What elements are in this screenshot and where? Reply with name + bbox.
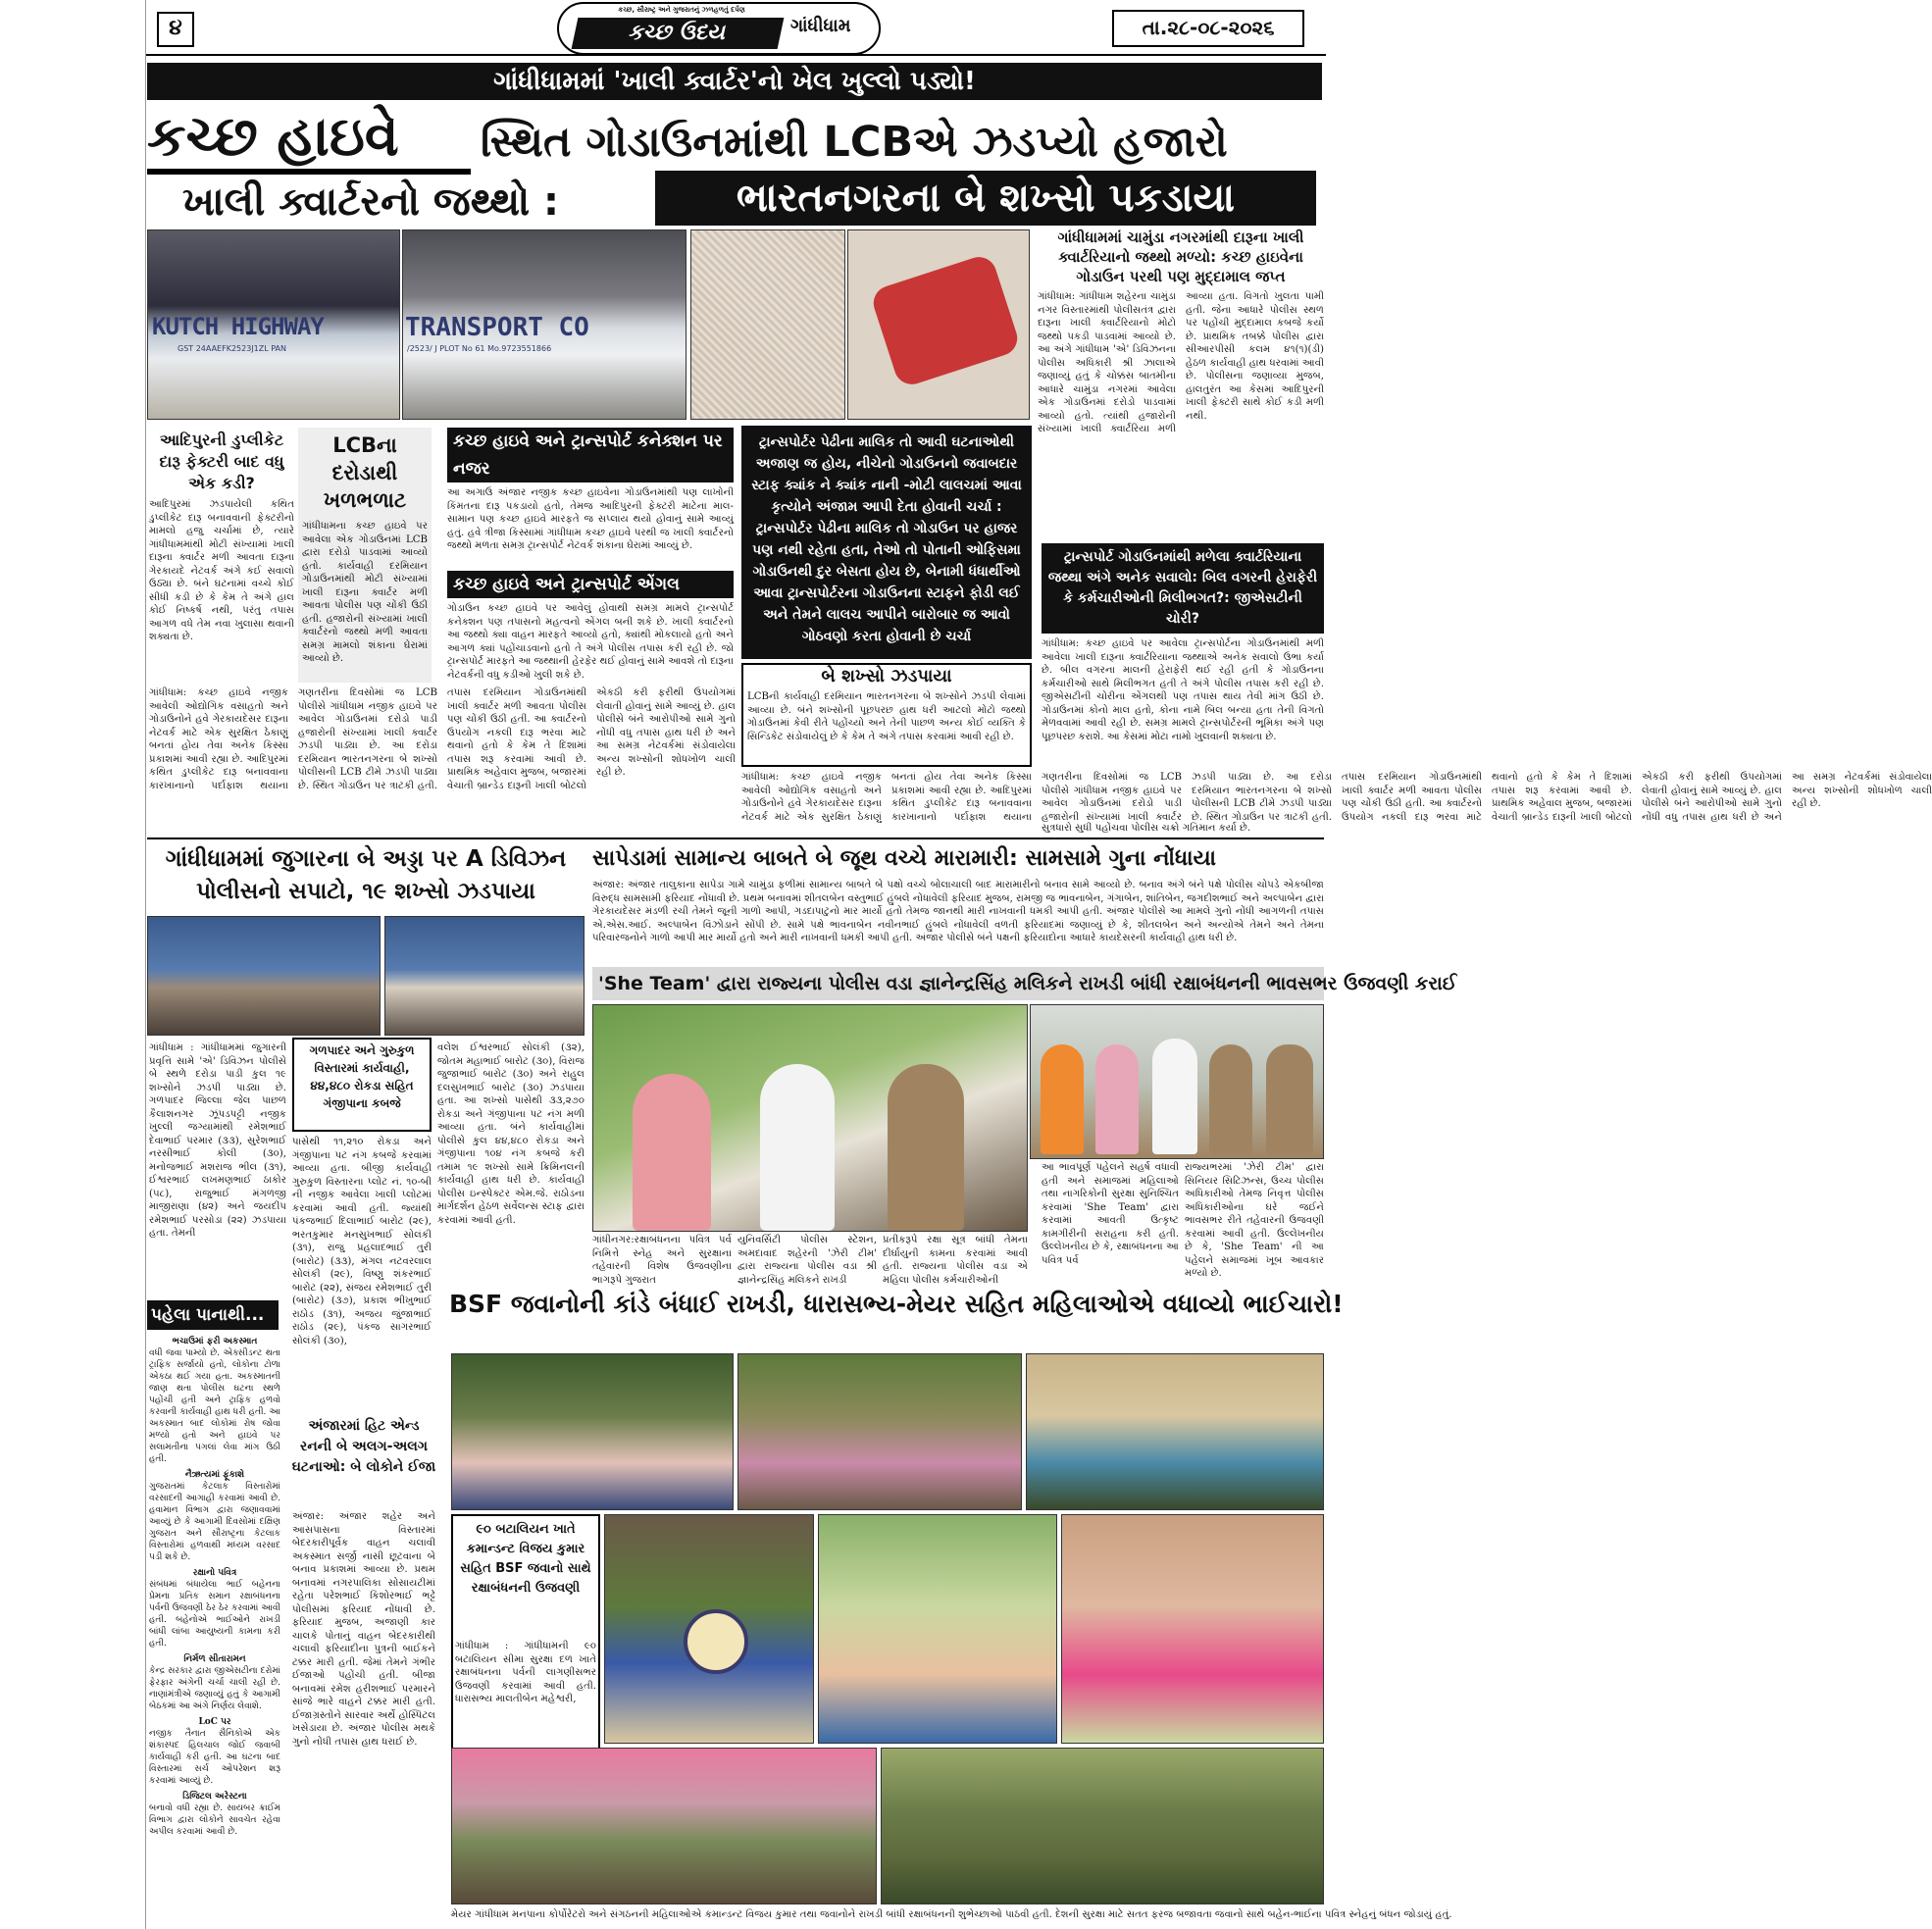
bsf-photo-5 — [818, 1514, 1057, 1744]
date: તા.૨૮-૦૮-૨૦૨૬ — [1142, 16, 1275, 39]
photo-figure-3 — [1152, 1039, 1197, 1154]
sheteam-photo-group — [1030, 1004, 1324, 1159]
page-number: ૪ — [169, 16, 182, 40]
mid-body-2: ગોડાઉન કચ્છ હાઇવે પર આવેલું હોવાથી સમગ્ર મામલે ટ્રાન્સપોર્ટ કનેક્શન પણ તપાસનો મહત્વનો એંગલ બની શકે છે. ખાલી ક્વાર્ટરનો આ જથ્થો ક્યા વાહન મારફતે આવ્યો હતો, ક્યાંથી મોકલાયો હતો અને આગળ ક્યાં પહોંચાડવાનો હતો તે અંગે પોલીસ તપાસ કરી રહી છે. જો ટ્રાન્સપોર્ટ મારફતે આ જથ્થાની હેરફેર થઈ હોવાનું સામે આવશે તો દારૂના નેટવર્કની વધુ કડીઓ ખુલી શકે છે. — [447, 603, 734, 681]
photo-figure-1 — [1041, 1044, 1084, 1154]
anjar-body: અંજાર: અંજાર શહેર અને આસપાસના વિસ્તારમાં બેદરકારીપૂર્વક વાહન ચલાવી અકસ્માત સર્જી નાસી છૂટવાના બે બનાવ પ્રકાશમાં આવ્યા છે. પ્રથમ બનાવમાં નગરપાલિકા સોસાયટીમાં રહેતા પરેશભાઈ કિશોરભાઈ ભટ્ટે પોલીસમાં ફરિયાદ નોંધાવી છે. ફરિયાદ મુજબ, અજાણી કાર ચાલકે પોતાનું વાહન બેદરકારીથી ચલાવી ફરિયાદીના પુત્રની બાઈકને ટક્કર મારી હતી. જેમાં તેમને ગંભીર ઈજાઓ પહોંચી હતી. બીજા બનાવમાં રમેશ હરીશભાઈ પરમારને સાંજે ભારે વાહને ટક્કર મારી હતી. ઈજાગ્રસ્તોને સારવાર અર્થે હોસ્પિટલ ખસેડાયા છે. અંજાર પોલીસ મથકે ગુનો નોંધી તપાસ હાથ ધરાઈ છે. — [292, 1511, 435, 1748]
photo-figure-2 — [1095, 1044, 1139, 1154]
bsf-bottom-line: મેયર ગાંધીધામ મનપાના કોર્પોરેટરો અને સંગઠનની મહિલાઓએ કમાન્ડન્ટ વિજય કુમાર તથા જવાનોને રાખડી બાંધી રક્ષાબંધનની શુભેચ્છાઓ પાઠવી હતી. દેશની સુરક્ષા માટે સતત ફરજ બજાવતા જવાનો સાથે બહેન-ભાઈના પવિત્ર સ્નેહનું બંધન જોડાયું હતું. — [451, 1909, 1452, 1920]
red-object — [869, 252, 1022, 388]
pehla-s1-head: ભચાઉમાં ફરી અકસ્માત — [172, 1337, 258, 1346]
sheteam-body-3: પ્રતીકરૂપે રક્ષા સૂત્ર બાંધી તેમના દીર્ઘાયુની કામના કરવામાં આવી હતી. રાજ્યના પોલીસ વડા એ મહિલા પોલીસ કર્મચારીઓની — [883, 1235, 1028, 1286]
lcb-body: ગાંધીધામના કચ્છ હાઇવે પર આવેલા એક ગોડાઉનમાં LCB દ્વારા દરોડો પાડવામાં આવ્યો હતો. કાર્યવાહી દરમિયાન ગોડાઉનમાંથી મોટી સંખ્યામાં ખાલી દારૂના ક્વાર્ટર મળી આવતા પોલીસ પણ ચોંકી ઉઠી હતી. હજારોની સંખ્યામાં ખાલી ક્વાર્ટરનો જથ્થો મળી આવતા સમગ્ર મામલો શંકાના ઘેરામાં આવ્યો છે. — [302, 521, 428, 664]
anjar-headline: અંજારમાં હિટ એન્ડ રનની બે અલગ-અલગ ઘટનાઓ: બે લોકોને ઈજા — [291, 1418, 436, 1475]
pehla-s3-body: સંબંધમાં બંધાયેલા ભાઈ બહેનના પ્રેમના પ્રતિક સમાન રક્ષાબંધનના પર્વની ઉજવણી ઠેર ઠેર કરવામાં આવી હતી. બહેનોએ ભાઈઓને રાખડી બાંધી લાંબા આયુષ્યની કામના કરી હતી. — [149, 1580, 280, 1649]
bsf-photo-3 — [1026, 1353, 1324, 1510]
pehla-s1-body: વધી જવા પામ્યો છે. એક્સીડન્ટ થતા ટ્રાફિક સર્જાયો હતો, લોકોના ટોળા એકઠા થઈ ગયા હતા. અકસ્માતની જાણ થતા પોલીસ ઘટના સ્થળે પહોંચી હતી અને ટ્રાફિક હળવો કરવાની કાર્યવાહી હાથ ધરી હતી. આ અકસ્માત બાદ લોકોમાં રોષ જોવા મળ્યો હતો અને હાઇવે પર સલામતીના પગલાં લેવા માંગ ઉઠી હતી. — [149, 1348, 280, 1464]
lead-continued-body-2: ગાંધીધામ: કચ્છ હાઇવે નજીક આવેલી ઓદ્યોગિક વસાહતો અને ગોડાઉનોને હવે ગેરકાયદેસર દારૂના નેટવર્ક માટે એક સુરક્ષિત ઠેકાણું બનતાં હોય તેવા અનેક કિસ્સા પ્રકાશમાં આવી રહ્યા છે. આદિપુરમાં કથિત ડુપ્લીકેટ દારૂ બનાવવાના કારખાનાનો પર્દાફાશ થયાના ગણતરીના દિવસોમાં જ LCB પોલીસે ગાંધીધામ નજીક હાઇવે પર આવેલ ગોડાઉનમાં દરોડો પાડી હજારોની સંખ્યામાં ખાલી ક્વાર્ટર ઝડપી પાડ્યા છે. આ દરોડા દરમિયાન ભારતનગરના બે શખ્સો પોલીસની LCB ટીમે ઝડપી પાડ્યા છે. સ્થિત ગોડાઉન પર ત્રાટકી હતી. તપાસ દરમિયાન ગોડાઉનમાંથી ખાલી ક્વાર્ટર મળી આવતા પોલીસ પણ ચોંકી ઉઠી હતી. આ ક્વાર્ટરનો ઉપયોગ નકલી દારૂ ભરવા માટે થવાનો હતો કે કેમ તે દિશામાં તપાસ શરૂ કરવામાં આવી છે. પ્રાથમિક અહેવાલ મુજબ, બજારમાં વેચાતી બ્રાન્ડેડ દારૂની ખાલી બોટલો એકઠી કરી ફરીથી ઉપયોગમાં લેવાતી હોવાનું સામે આવ્યું છે. હાલ પોલીસે બંને આરોપીઓ સામે ગુનો નોંધી વધુ તપાસ હાથ ધરી છે અને આ સમગ્ર નેટવર્કમાં સંડોવાયેલા અન્ય શખ્સોની શોધખોળ ચાલી રહી છે. — [741, 772, 1932, 823]
lead-photo-red-object — [847, 229, 1030, 420]
side-story-body: ગાંધીધામ: ગાંધીધામ શહેરના ચામુંડા નગર વિસ્તારમાંથી પોલીસતંત્ર દ્વારા દારૂના ખાલી ક્વાર્ટરિયાનો મોટો જથ્થો પકડી પાડવામાં આવ્યો છે. આ અંગે ગાંધીધામ 'એ' ડિવિઝનના પોલીસ અધિકારી શ્રી ઝાલાએ જણાવ્યું હતું કે ચોક્કસ બાતમીના આધારે ચામુંડા નગરમાં આવેલા એક ગોડાઉનમાં દરોડો પાડવામાં આવ્યો હતો. ત્યાંથી હજારોની સંખ્યામાં ખાલી ક્વાર્ટરિયા મળી આવ્યા હતા. વિગતો ખુલતા પામી હતી. જેના આધારે પોલીસ સ્થળ પર પહોંચી મુદ્દામાલ કબજે કર્યો છે. પ્રાથમિક તબક્કે પોલીસ દ્વારા સીઆરપીસી કલમ ૪૧(૧)(ડી) હેઠળ કાર્યવાહી હાથ ધરવામાં આવી છે. પોલીસના જણાવ્યા મુજબ, હાલતુરંત આ કેસમાં આદિપુરની ખાલી ફેક્ટરી સાથે કોઈ કડી મળી નથી. — [1038, 291, 1324, 434]
lead-headline-2a: ખાલી ક્વાર્ટરનો જથ્થો : — [182, 179, 560, 225]
bsf-photo-6 — [1061, 1514, 1324, 1744]
two-arrested-headline: બે શખ્સો ઝડપાયા — [821, 666, 952, 686]
mid-headline-text: કચ્છ હાઇવે અને ટ્રાન્સપોર્ટ કનેક્શન પર નજર — [447, 428, 734, 482]
lead-photo-transport-sign — [402, 229, 686, 420]
sheteam-body-4: આ ભાવપૂર્ણ પહેલને સહર્ષ વધાવી હતી અને સમાજમાં મહિલાઓ તથા નાગરિકોની સુરક્ષા સુનિશ્ચિત કરવામાં 'She Team' દ્વારા કરવામાં આવતી ઉત્કૃષ્ટ કામગીરીની સરાહના કરી હતી. ઉલ્લેખનીય છે કે, રક્ષાબંધનના આ પવિત્ર પર્વ — [1042, 1162, 1179, 1266]
side-story-headline: ગાંધીધામમાં ચામુંડા નગરમાંથી દારૂના ખાલી ક્વાર્ટરિયાનો જથ્થો મળ્યો: કચ્છ હાઇવેના ગોડાઉન પરથી પણ મુદ્દામાલ જપ્ત — [1057, 228, 1304, 285]
bsf-box-headline: ૯૦ બટાલિયન ખાતે કમાન્ડન્ટ વિજય કુમાર સહિત BSF જવાનો સાથે રક્ષાબંધનની ઉજવણી — [460, 1522, 591, 1596]
lead-kicker: ગાંધીધામમાં 'ખાલી ક્વાર્ટર'નો ખેલ ખુલ્લો પડ્યો! — [147, 63, 1322, 100]
sheteam-photo-main — [592, 1004, 1028, 1232]
photo-figure-policewoman — [888, 1064, 964, 1231]
bsf-photo-1 — [451, 1353, 734, 1510]
masthead-city: ગાંધીધામ — [790, 16, 851, 36]
bsf-headline: BSF જવાનોની કાંડે બંધાઈ રાખડી, ધારાસભ્ય-મેયર સહિત મહિલાઓએ વધાવ્યો ભાઈચારો! — [449, 1290, 1344, 1318]
sheteam-body-1: ગાંધીનગર:રક્ષાબંધનના પવિત્ર પર્વ નિમિત્તે સ્નેહ અને સુરક્ષાના તહેવારની વિશેષ ઉજવણીના ભાગરૂપે ગુજરાત — [592, 1235, 732, 1286]
clash-headline: સાપેડામાં સામાન્ય બાબતે બે જૂથ વચ્ચે મારામારી: સામસામે ગુના નોંધાયા — [592, 846, 1217, 871]
mid-headline — [447, 428, 734, 484]
header-rule — [145, 54, 1326, 56]
gamble-photo-2 — [384, 916, 585, 1036]
masthead-tagline: કચ્છ, સૌરાષ્ટ્ર અને ગુજરાતનું ઝળહળતું દર્પણ — [618, 6, 745, 14]
gamble-headline: ગાંધીધામમાં જુગારના બે અડ્ડા પર A ડિવિઝન પોલીસનો સપાટો, ૧૯ શખ્સો ઝડપાયા — [165, 846, 567, 904]
pehla-s2-head: નૈઋત્યમાં ફૂંકાશે — [184, 1470, 245, 1480]
questions-headline: ટ્રાન્સપોર્ટ ગોડાઉનમાંથી મળેલા ક્વાર્ટરિયાના જથ્થા અંગે અનેક સવાલો: બિલ વગરની હેરાફેરી કે કર્મચારીઓની મિલીભગત?: જીએસટીની ચોરી? — [1042, 543, 1324, 634]
photo-figure-officer — [760, 1064, 835, 1231]
photo-sign-subtext: /2523/ J PLOT No 61 Mo.9723551866 — [407, 344, 552, 353]
memento-frame — [684, 1609, 748, 1674]
pehla-title: પહેલા પાનાથી... — [147, 1300, 279, 1330]
bsf-photo-4 — [604, 1514, 814, 1744]
pehla-s6-head: ડિજિટલ અરેસ્ટના — [182, 1792, 247, 1802]
lcb-headline: LCBના દરોડાથી ખળભળાટ — [323, 433, 407, 512]
lead-photo-kutch-highway-sign — [147, 229, 400, 420]
photo-figure-4 — [1209, 1044, 1252, 1154]
allegation-box: ટ્રાન્સપોર્ટર પેઢીના માલિક તો આવી ઘટનાઓથી અજાણ જ હોય, નીચેનો ગોડાઉનનો જવાબદાર સ્ટાફ ક્યાંક ને ક્યાંક નાની -મોટી લાલચમાં આવા કૃત્યોને અંજામ આપી દેતા હોવાની ચર્ચા : ટ્રાન્સપોર્ટર પેઢીના માલિક તો ગોડાઉન પર હાજર પણ નથી રહેતા હતા, તેઓ તો પોતાની ઓફિસમા ગોડાઉનથી દુર બેસતા હોય છે, બેનામી ધંધાર્થીઓ આવા ટ્રાન્સપોર્ટરના ગોડાઉનના સ્ટાફને ફોડી લઈ અને તેમને લાલચ આપીને બારોબાર જ આવો ગોઠવણો કરતા હોવાની છે ચર્ચા — [741, 426, 1032, 659]
adipur-headline: આદિપુરની ડુપ્લીકેટ દારૂ ફેક્ટરી બાદ વધુ એક કડી? — [159, 431, 284, 492]
gamble-box-headline: ગળપાદર અને ગુરુકુળ વિસ્તારમાં કાર્યવાહી, ૪૪,૪૮૦ રોકડા સહિત ગંજીપાના કબજે — [309, 1043, 415, 1110]
bsf-photo-2 — [737, 1353, 1022, 1510]
photo-sign-text: TRANSPORT CO — [405, 313, 589, 342]
sheteam-body-5: રાજ્યભરમાં 'ઝેરી ટીમ' દ્વારા સિનિયર સિટિઝન્સ, ઉચ્ચ પોલીસ અધિકારીઓ તેમજ નિવૃત્ત પોલીસ અધિકારીઓના ઘરે જઈને ભાવસભર રીતે તહેવારની ઉજવણી કરવામાં આવી હતી. ઉલ્લેખનીય છે કે, 'She Team' ની આ પહેલને સમાજમાં ખૂબ આવકાર મળ્યો છે. — [1185, 1162, 1324, 1279]
gamble-body-3: વલેશ ઈશ્વરભાઈ સોલંકી (૩૨), જોતમ મહાભાઈ બારોટ (૩૦), વિરાજ જુજાભાઈ બારોટ (૩૦) અને રાહુલ દલસુખભાઈ બારોટ (૩૦) ઝડપાયા હતા. આ શખ્સો પાસેથી ૩૩,૨૭૦ રોકડા અને ગંજીપાના પટ નંગ મળી આવ્યા હતા. બંને કાર્યવાહીમાં પોલીસે કુલ ૪૪,૪૮૦ રોકડા અને ગંજીપાના ૧૦૪ નંગ કબજે કરી તમામ ૧૯ શખ્સો સામે ક્રિમિનલની કાર્યવાહી હાથ ધરી છે. કાર્યવાહી પોલીસ ઇન્સ્પેક્ટર એમ.જે. રાઠોડના માર્ગદર્શન હેઠળ સર્વેલન્સ સ્ટાફ દ્વારા કરવામાં આવી હતી. — [437, 1042, 585, 1226]
mid-body: આ અગાઉ અંજાર નજીક કચ્છ હાઇવેના ગોડાઉનમાંથી પણ લાખોની કિંમતના દારૂ પકડાયો હતો, તેમજ આદિપુરની ફેક્ટરી માટેના માલ-સામાન પણ કચ્છ હાઇવે મારફતે જ સપ્લાય થયો હોવાનું સામે આવ્યું હતું. હવે ત્રીજા કિસ્સામાં ગાંધીધામ કચ્છ હાઇવે પરથી જ ખાલી ક્વાર્ટરનો જથ્થો મળતા સમગ્ર ટ્રાન્સપોર્ટ નેટવર્ક શંકાના ઘેરામાં આવ્યું છે. — [447, 487, 734, 551]
lead-headline-2b: ભારતનગરના બે શખ્સો પકડાયા — [655, 171, 1316, 226]
lead-photo-sack — [690, 229, 845, 420]
lead-headline-1a: કચ્છ હાઇવે — [147, 106, 471, 175]
pehla-s4-body: કેન્દ્ર સરકાર દ્વારા જીએસટીના દરોમાં ફેરફાર અંગેની ચર્ચા ચાલી રહી છે. નાણાંમંત્રીએ જણાવ્યું હતું કે આગામી બેઠકમાં આ અંગે નિર્ણય લેવાશે. — [149, 1666, 280, 1711]
bsf-photo-group-1 — [451, 1748, 877, 1904]
pehla-s2-body: ગુજરાતમાં કેટલાક વિસ્તારોમાં વરસાદની આગાહી કરવામાં આવી છે. હવામાન વિભાગ દ્વારા જણાવવામાં આવ્યું છે કે આગામી દિવસોમાં દક્ષિણ ગુજરાત અને સૌરાષ્ટ્રના કેટલાક વિસ્તારોમાં હળવાથી મધ્યમ વરસાદ પડી શકે છે. — [149, 1482, 280, 1562]
bsf-photo-group-2 — [881, 1748, 1324, 1904]
photo-figure-woman — [633, 1074, 711, 1231]
pehla-s4-head: નિર્મળ સીતારામન — [183, 1654, 246, 1664]
pehla-s5-body: નજીક તૈનાત સૈનિકોએ એક શંકાસ્પદ હિલચાલ જોઈ જવાબી કાર્યવાહી કરી હતી. આ ઘટના બાદ વિસ્તારમાં સર્ચ ઓપરેશન શરૂ કરવામાં આવ્યું છે. — [149, 1729, 280, 1786]
photo-sign-subtext: GST 24AAEFK2523J1ZL PAN — [178, 344, 287, 353]
sheteam-headline: 'She Team' દ્વારા રાજ્યના પોલીસ વડા જ્ઞાનેન્દ્રસિંહ મલિકને રાખડી બાંધી રક્ષાબંધનની ભાવસભર ઉજવણી કરાઈ — [592, 967, 1324, 1000]
two-arrested-body: LCBની કાર્યવાહી દરમિયાન ભારતનગરના બે શખ્સોને ઝડપી લેવામાં આવ્યા છે. બંને શખ્સોની પૂછપરછ હાથ ધરી આટલો મોટો જથ્થો ગોડાઉનમાં કેવી રીતે પહોંચ્યો અને તેની પાછળ અન્ય કોઈ વ્યક્તિ કે સિન્ડિકેટ સંડોવાયેલું છે કે કેમ તે અંગે તપાસ કરવામાં આવી રહી છે. — [747, 691, 1026, 742]
clash-body: અંજાર: અંજાર તાલુકાના સાપેડા ગામે ચામુંડા ફળીમાં સામાન્ય બાબતે બે પક્ષો વચ્ચે બોલાચાલી બાદ મારામારીનો બનાવ સામે આવ્યો છે. બનાવ અંગે બંને પક્ષે પોલીસ ચોપડે એકબીજા વિરુદ્ધ સામસામી ફરિયાદ નોંધાવી છે. પ્રથમ બનાવમાં શીતલબેન વસ્તુભાઈ હુંબલે નોંધાવેલી ફરિયાદ મુજબ, રામજી જ ભાવનાબેન, ગંગાબેન, શાંતિબેન, જગદીશભાઈ અને અલ્પાબેન દ્વારા ગેરકાયદેસર મંડળી રચી તેમને જૂની ગાળો આપી, ગડદાપાટુનો માર માર્યો હતો તેમજ જાનથી મારી નાખવાની ધમકી આપી હતી. અંજાર પોલીસે આ મામલે ગુનો નોંધી આગળની તપાસ એ.એસ.આઈ. અલ્પાબેન વિંઝોડાને સોંપી છે. સામે પક્ષે ભાવનાબેન નવીનભાઈ હુંબલે નોંધાવેલી વળતી ફરિયાદમાં જણાવ્યું છે કે, શીતલબેન અને અન્યોએ તેમને અને તેમના પરિવારજનોને ગાળો આપી માર માર્યો હતો અને મારી નાખવાની ધમકી આપી હતી. અંજાર પોલીસે બંને પક્ષની ફરિયાદોના આધારે કાયદેસરની કાર્યવાહી હાથ ધરી છે. — [592, 880, 1324, 943]
masthead-logo: કચ્છ ઉદય — [572, 18, 785, 49]
photo-figure-5 — [1266, 1044, 1313, 1154]
photo-sign-text: KUTCH HIGHWAY — [152, 313, 324, 340]
lead-jump-line: સુત્રધારો સુધી પહોંચવા પોલીસ ચક્રો ગતિમાન કર્યા છે. — [1042, 823, 1251, 834]
lead-headline-1b: સ્થિત ગોડાઉનમાંથી LCBએ ઝડપ્યો હજારો — [481, 118, 1228, 167]
gamble-body-2: પાસેથી ૧૧,૨૧૦ રોકડા અને ગંજીપાના પટ નંગ કબજે કરવામાં આવ્યા હતા. બીજી કાર્યવાહી ગુરુકુળ વિસ્તારના પ્લોટ નં. ૧૦-બી ની નજીક આવેલા ખાલી પ્લોટમાં કરવામાં આવી હતી. જ્યાંથી પંકજભાઈ દિલાભાઈ બારોટ (૨૯), ભરતકુમાર મનસુખભાઈ સોલંકી (૩૧), રાજુ પ્રહલાદભાઈ તુરી (બારોટ) (૩૩), મંગલ નટવરલાલ સોલંકી (૨૯), વિષ્ણુ શંકરભાઈ બારોટ (૨૨), સંજય રમેશભાઈ તુરી (બારોટ) (૩૭), પ્રકાશ ભીખુભાઈ રાઠોડ (૩૧), અજય જુંજાભાઈ રાઠોડ (૨૯), પંકજ સાગરભાઈ સોલંકી (૩૦), — [292, 1137, 432, 1346]
page-frame-left — [145, 0, 146, 1929]
pehla-s3-head: રક્ષાનો પવિત્ર — [192, 1568, 237, 1578]
questions-body: ગાંધીધામ: કચ્છ હાઇવે પર આવેલા ટ્રાન્સપોર્ટના ગોડાઉનમાંથી મળી આવેલા ખાલી દારૂના ક્વાર્ટરિયાના જથ્થાએ અનેક સવાલો ઉભા કર્યા છે. બીલ વગરના માલની હેરાફેરી થઈ રહી હતી કે ગોડાઉનના કર્મચારીઓ સાથે મિલીભગત હતી તે અંગે પોલીસ તપાસ કરી રહી છે. જીએસટીની ચોરીના એંગલથી પણ તપાસ થાય તેવી માંગ ઉઠી છે. ગોડાઉનમાં કોનો માલ હતો, કોના નામે બિલ બન્યા હતા તેની વિગતો મેળવવામાં આવી રહી છે. સમગ્ર મામલે ટ્રાન્સપોર્ટરની ભૂમિકા અંગે પણ પૂછપરછ કરાશે. આ કેસમાં મોટા નામો ખુલવાની શક્યતા છે. — [1042, 638, 1324, 742]
bsf-box-body: ગાંધીધામ : ગાંધીધામની ૯૦ બટાલિયન સીમા સુરક્ષા દળ ખાતે રક્ષાબંધનના પર્વની લાગણીસભર ઉજવણી કરવામાં આવી હતી. ધારાસભ્ય માલતીબેન મહેશ્વરી, — [455, 1641, 596, 1704]
pehla-sections — [149, 1336, 280, 1924]
pehla-s5-head: LoC પર — [198, 1717, 231, 1727]
gamble-body-1: ગાંધીધામ : ગાંધીધામમાં જુગારની પ્રવૃત્તિ સામે 'એ' ડિવિઝન પોલીસે બે સ્થળે દરોડા પાડી કુલ ૧૯ શખ્સોને ઝડપી પાડ્યા છે. ગળપાદર જિલ્લા જેલ પાછળ કૈલાશનગર ઝૂંપડપટ્ટી નજીક ખુલ્લી જગ્યામાંથી રમેશભાઈ દેવાભાઈ પરમાર (૩૩), સુરેશભાઈ નરસીભાઈ કોલી (૩૦), મનોજભાઈ મશરાજ ભીલ (૩૧), ઈશ્વરભાઈ લખમણભાઈ ઠાકોર (૫૮), રાજુભાઈ મંગળજી માજીરાણા (૪૨) અને જયદીપ રમેશભાઈ પરસોડા (૨૨) ઝડપાયા હતા. તેમની — [149, 1042, 286, 1239]
pehla-s6-body: બનાવો વધી રહ્યા છે. સાયબર ક્રાઈમ વિભાગ દ્વારા લોકોને સાવચેત રહેવા અપીલ કરવામાં આવી છે. — [149, 1803, 280, 1837]
gamble-photo-1 — [147, 916, 381, 1036]
adipur-body: આદિપુરમાં ઝડપાયેલી કથિત ડુપ્લીકેટ દારૂ બનાવવાની ફેક્ટરીનો મામલો હજુ ચર્ચામાં છે, ત્યારે ગાંધીધામમાંથી મોટી સંખ્યામાં ખાલી દારૂના ક્વાર્ટર મળી આવતા દારૂના ગેરકાયદે નેટવર્ક અંગે કઈ સવાલો ઉઠ્યા છે. બંને ઘટનામાં વચ્ચે કોઈ સીધી કડી છે કે કેમ તે અંગે હાલ કોઈ નિષ્કર્ષ નથી, પરંતુ તપાસ આગળ વધે તેમ નવા ખુલાસા થવાની શક્યતા છે. — [149, 499, 294, 642]
sheteam-body-2: યુનિવર્સિટી પોલીસ સ્ટેશન, અમદાવાદ શહેરની 'ઝેરી ટીમ' દ્વારા રાજ્યના પોલીસ વડા શ્રી જ્ઞાનેન્દ્રસિંહ મલિકને રાખડી — [737, 1235, 877, 1286]
lead-continued-body: ગાંધીધામ: કચ્છ હાઇવે નજીક આવેલી ઓદ્યોગિક વસાહતો અને ગોડાઉનોને હવે ગેરકાયદેસર દારૂના નેટવર્ક માટે એક સુરક્ષિત ઠેકાણું બનતાં હોય તેવા અનેક કિસ્સા પ્રકાશમાં આવી રહ્યા છે. આદિપુરમાં કથિત ડુપ્લીકેટ દારૂ બનાવવાના કારખાનાનો પર્દાફાશ થયાના ગણતરીના દિવસોમાં જ LCB પોલીસે ગાંધીધામ નજીક હાઇવે પર આવેલ ગોડાઉનમાં દરોડો પાડી હજારોની સંખ્યામાં ખાલી ક્વાર્ટર ઝડપી પાડ્યા છે. આ દરોડા દરમિયાન ભારતનગરના બે શખ્સો પોલીસની LCB ટીમે ઝડપી પાડ્યા છે. સ્થિત ગોડાઉન પર ત્રાટકી હતી. તપાસ દરમિયાન ગોડાઉનમાંથી ખાલી ક્વાર્ટર મળી આવતા પોલીસ પણ ચોંકી ઉઠી હતી. આ ક્વાર્ટરનો ઉપયોગ નકલી દારૂ ભરવા માટે થવાનો હતો કે કેમ તે દિશામાં તપાસ શરૂ કરવામાં આવી છે. પ્રાથમિક અહેવાલ મુજબ, બજારમાં વેચાતી બ્રાન્ડેડ દારૂની ખાલી બોટલો એકઠી કરી ફરીથી ઉપયોગમાં લેવાતી હોવાનું સામે આવ્યું છે. હાલ પોલીસે બંને આરોપીઓ સામે ગુનો નોંધી વધુ તપાસ હાથ ધરી છે અને આ સમગ્ર નેટવર્કમાં સંડોવાયેલા અન્ય શખ્સોની શોધખોળ ચાલી રહી છે. — [149, 687, 736, 791]
mid-headline-2: કચ્છ હાઇવે અને ટ્રાન્સપોર્ટ એંગલ — [447, 571, 734, 598]
section-rule — [147, 838, 1324, 839]
